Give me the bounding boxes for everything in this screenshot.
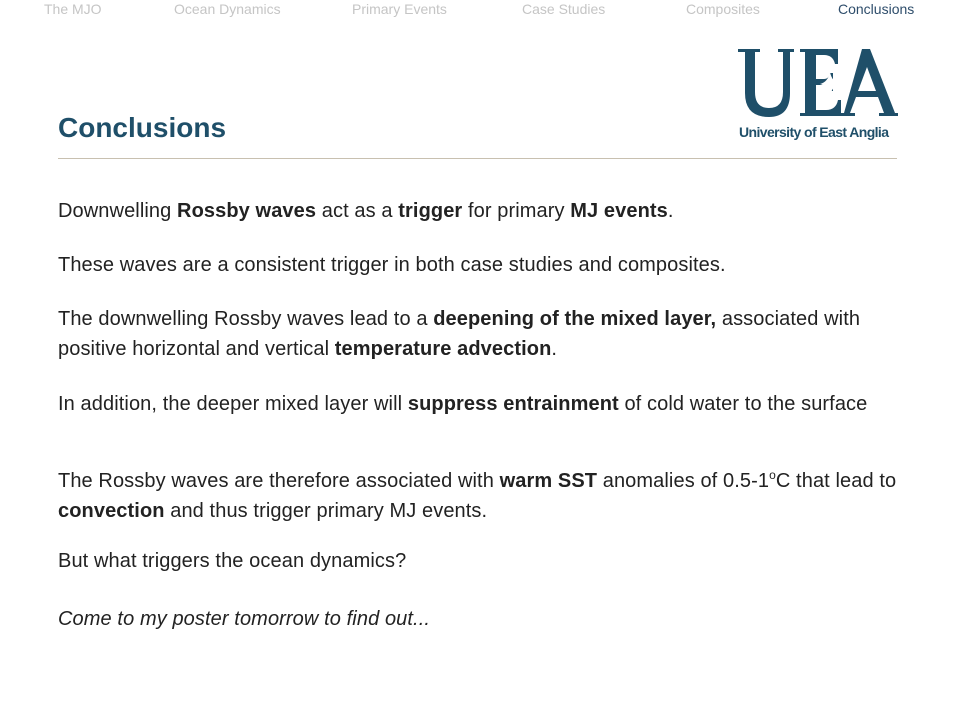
nav-item-ocean-dynamics[interactable]: Ocean Dynamics [174,1,281,17]
nav-item-conclusions[interactable]: Conclusions [838,1,915,17]
conclusion-paragraph-4: In addition, the deeper mixed layer will suppress entrainment of cold water to the surface [58,393,868,415]
uea-logo-letters [736,46,898,122]
conclusion-paragraph-1: Downwelling Rossby waves act as a trigger for primary MJ events. [58,200,674,222]
nav-item-case-studies[interactable]: Case Studies [522,1,606,17]
nav-item-primary-events[interactable]: Primary Events [352,1,447,17]
title-divider [58,158,897,159]
page-title: Conclusions [58,112,227,143]
poster-invitation: Come to my poster tomorrow to find out... [58,608,431,630]
top-navigation [0,0,960,22]
uea-logo [736,46,898,144]
logo-wordmark: University of East Anglia [739,124,889,140]
conclusion-paragraph-3: The downwelling Rossby waves lead to a deepening of the mixed layer, associated with positive horizontal and vertical temperature advection. [58,308,861,360]
conclusion-paragraph-5: The Rossby waves are therefore associated with warm SST anomalies of 0.5-1$^o$C that lead to convection and thus trigger primary MJ events. [58,468,897,522]
nav-item-composites[interactable]: Composites [686,1,760,17]
conclusion-paragraph-2: These waves are a consistent trigger in both case studies and composites. [58,254,726,276]
nav-item-the-mjo[interactable]: The MJO [44,1,102,17]
question-paragraph: But what triggers the ocean dynamics? [58,550,407,572]
